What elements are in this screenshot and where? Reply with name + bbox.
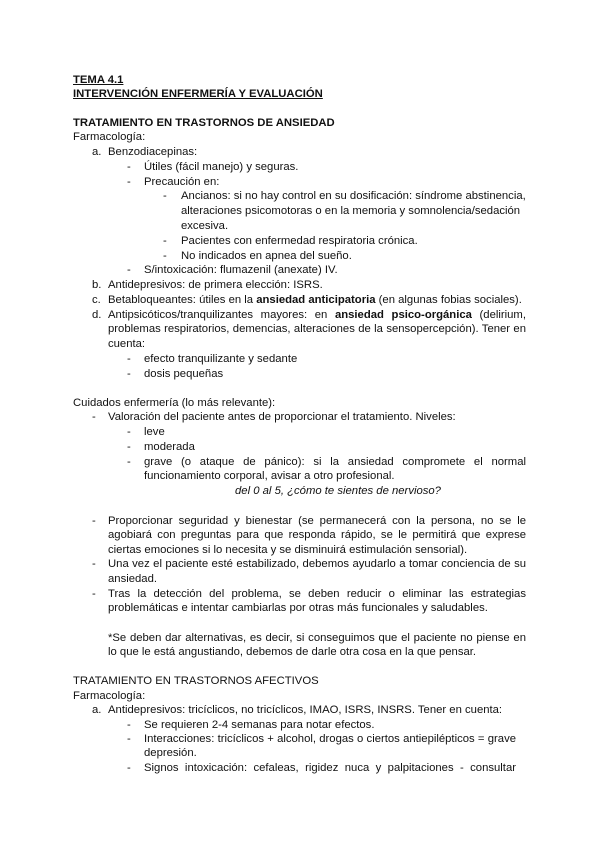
cuidados-label: Cuidados enfermería (lo más relevante): bbox=[73, 397, 276, 409]
list-item: Proporcionar seguridad y bienestar (se permanecerá con la persona, no se le bbox=[108, 515, 526, 527]
list-item-continuation: cuenta: bbox=[108, 338, 146, 350]
text-run: (delirium, bbox=[471, 309, 526, 321]
dash-bullet: - bbox=[127, 762, 131, 774]
note-text: *Se deben dar alternativas, es decir, si conseguimos que el paciente no piense en bbox=[108, 632, 526, 644]
list-item-continuation: agobiará con preguntas para que responda rápido, se le permitirá que exprese bbox=[108, 529, 526, 541]
dash-bullet: - bbox=[127, 426, 131, 438]
list-marker: c. bbox=[92, 294, 101, 306]
dash-bullet: - bbox=[127, 176, 131, 188]
bold-text: ansiedad psico-orgánica bbox=[334, 309, 472, 321]
farmacologia-label: Farmacología: bbox=[73, 131, 146, 143]
dash-bullet: - bbox=[127, 264, 131, 276]
list-item-continuation: excesiva. bbox=[181, 220, 229, 232]
dash-bullet: - bbox=[127, 368, 131, 380]
dash-bullet: - bbox=[127, 719, 131, 731]
list-item: efecto tranquilizante y sedante bbox=[144, 353, 298, 365]
list-item bbox=[108, 308, 526, 322]
list-item: Interacciones: tricíclicos + alcohol, drogas o ciertos antiepilépticos = grave bbox=[144, 733, 516, 745]
dash-bullet: - bbox=[92, 515, 96, 527]
dash-bullet: - bbox=[92, 411, 96, 423]
dash-bullet: - bbox=[127, 353, 131, 365]
list-item-continuation: problemas respiratorios, demencias, alteraciones de la sensopercepción). Tener en bbox=[108, 323, 526, 335]
list-item-continuation: funcionamiento corporal, avisar a otro profesional. bbox=[144, 470, 395, 482]
list-item-continuation: depresión. bbox=[144, 747, 197, 759]
list-item-continuation: ansiedad. bbox=[108, 573, 157, 585]
list-item: Benzodiacepinas: bbox=[108, 146, 198, 158]
dash-bullet: - bbox=[92, 558, 96, 570]
list-item: S/intoxicación: flumazenil (anexate) IV. bbox=[144, 264, 338, 276]
list-item bbox=[108, 293, 522, 307]
tema-label: TEMA 4.1 bbox=[73, 74, 124, 86]
farmacologia-label: Farmacología: bbox=[73, 690, 146, 702]
list-item: dosis pequeñas bbox=[144, 368, 224, 380]
list-item: moderada bbox=[144, 441, 195, 453]
list-marker: a. bbox=[92, 704, 102, 716]
text-run: (en algunas fobias sociales). bbox=[375, 294, 522, 306]
list-item: leve bbox=[144, 426, 165, 438]
section-heading-afectivos: TRATAMIENTO EN TRASTORNOS AFECTIVOS bbox=[73, 675, 319, 687]
list-item: Antidepresivos: de primera elección: ISRS. bbox=[108, 279, 323, 291]
list-item: Pacientes con enfermedad respiratoria crónica. bbox=[181, 235, 418, 247]
list-item: No indicados en apnea del sueño. bbox=[181, 250, 352, 262]
dash-bullet: - bbox=[163, 250, 167, 262]
list-item: Ancianos: si no hay control en su dosificación: síndrome abstinencia, bbox=[181, 190, 526, 202]
text-run: Antipsicóticos/tranquilizantes mayores: en bbox=[108, 309, 335, 321]
dash-bullet: - bbox=[127, 441, 131, 453]
section-heading-ansiedad: TRATAMIENTO EN TRASTORNOS DE ANSIEDAD bbox=[73, 117, 335, 129]
dash-bullet: - bbox=[127, 456, 131, 468]
list-item-continuation: ciertas emociones si lo necesita y se disminuirá estimulación sensorial). bbox=[108, 544, 468, 556]
list-item: Una vez el paciente esté estabilizado, debemos ayudarlo a tomar conciencia de su bbox=[108, 558, 526, 570]
list-item: grave (o ataque de pánico): si la ansiedad compromete el normal bbox=[144, 456, 526, 468]
list-marker: b. bbox=[92, 279, 102, 291]
scale-question: del 0 al 5, ¿cómo te sientes de nervioso? bbox=[235, 485, 441, 497]
dash-bullet: - bbox=[163, 190, 167, 202]
list-item: Signos intoxicación: cefaleas, rigidez nuca y palpitaciones - consultar bbox=[144, 762, 516, 774]
list-item: Precaución en: bbox=[144, 176, 220, 188]
note-text: lo que le está angustiando, debemos de darle otra cosa en la que pensar. bbox=[108, 646, 477, 658]
dash-bullet: - bbox=[92, 588, 96, 600]
list-marker: d. bbox=[92, 309, 102, 321]
dash-bullet: - bbox=[163, 235, 167, 247]
list-item-continuation: alteraciones psicomotoras o en la memoria y somnolencia/sedación bbox=[181, 205, 521, 217]
list-item: Tras la detección del problema, se deben reducir o eliminar las estrategias bbox=[108, 588, 526, 600]
list-marker: a. bbox=[92, 146, 102, 158]
bold-text: ansiedad anticipatoria bbox=[256, 294, 376, 306]
document-title: INTERVENCIÓN ENFERMERÍA Y EVALUACIÓN bbox=[73, 88, 323, 100]
list-item: Útiles (fácil manejo) y seguras. bbox=[144, 161, 299, 173]
dash-bullet: - bbox=[127, 161, 131, 173]
dash-bullet: - bbox=[127, 733, 131, 745]
list-item-continuation: problemáticas e intentar cambiarlas por otras más funcionales y saludables. bbox=[108, 602, 488, 614]
list-item: Se requieren 2-4 semanas para notar efectos. bbox=[144, 719, 375, 731]
text-run: Betabloqueantes: útiles en la bbox=[108, 294, 257, 306]
list-item: Valoración del paciente antes de proporcionar el tratamiento. Niveles: bbox=[108, 411, 456, 423]
list-item: Antidepresivos: tricíclicos, no tricíclicos, IMAO, ISRS, INSRS. Tener en cuenta: bbox=[108, 704, 503, 716]
